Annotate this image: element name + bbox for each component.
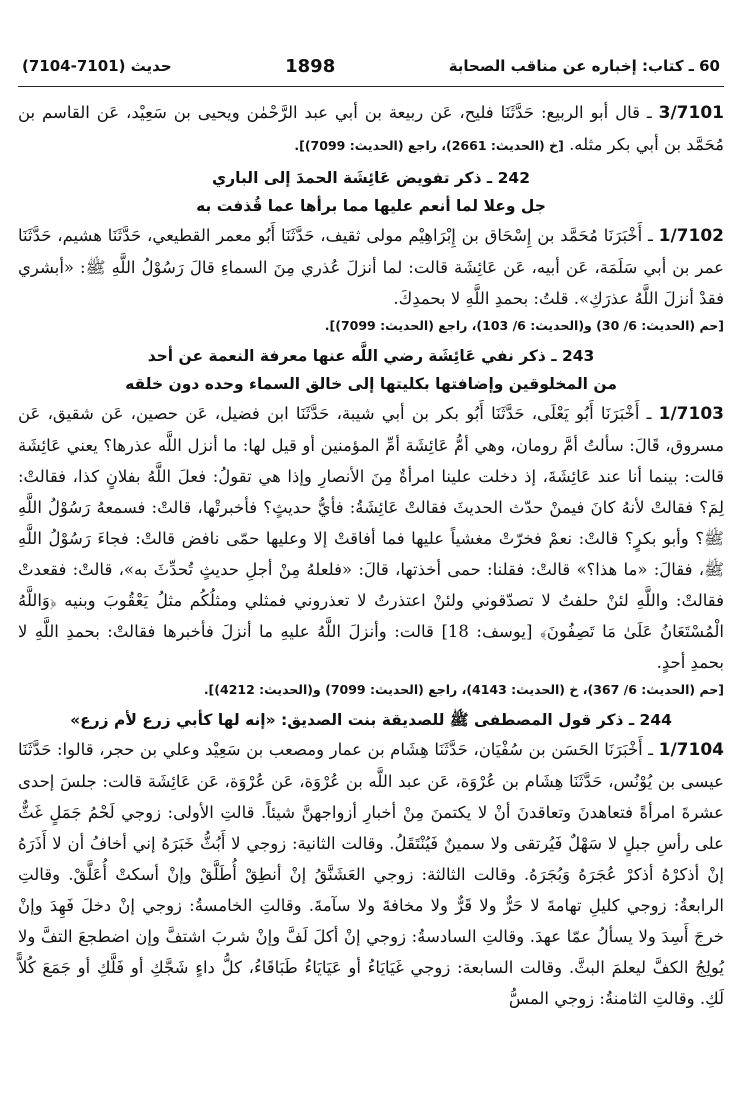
- hadith-reference: [حم (الحديث: 6/ 30) و(الحديث: 6/ 103)، راجع (الحديث: 7099)].: [324, 318, 724, 333]
- hadith-text: ـ أَخْبَرَنَا أَبُو يَعْلَى، حَدَّثَنَا أَبُو بكر بن أبي شيبة، حَدَّثَنَا ابن فضيل، عَن حصين، عَن شقيق، عَن مسروق، قَالَ: سألتُ أمَّ رومان، وهي أمُّ عَائِشَة أمِّ المؤمنين أو قيل لها: ما أنزل اللَّه عذرها؟ يعني عَائِشَة قالت: بينما أنا عند عَائِشَةَ، إذ دخلت علينا امرأةٌ مِنَ الأنصارِ وإذا هي تقولُ: فعلَ اللَّهُ بفلانٍ كذا، فقالتْ: لِمَ؟ فقالتْ لأنهُ كانَ فيمنْ حدّث الحديثَ فقالتْ عَائِشَةُ: فأيُّ حديثٍ؟ فأخبرتْها، قالتْ: فسمعهُ رَسُوْلُ اللَّهِ ﷺ؟ وأبو بكرٍ؟ قالتْ: نعمْ فخرّتْ مغشياً عليها فما أفاقتْ إلا وعليها حمّى نافض قالتْ: فجاءَ رَسُوْلُ اللَّهِ ﷺ، فقالَ: «ما هذا؟» قالتْ: فقلنا: حمى أخذتها، قالَ: «فلعلهُ مِنْ أجلِ حديثٍ تُحدِّثَ به»، قالتْ: فقعدتْ فقالتْ: واللَّهِ لئنْ حلفتُ لا تصدّقوني ولئنْ اعتذرتُ لا تعذروني فمثلي ومثلُكُم مثلُ يَعْقُوبَ وبنيه ﴿وَاللَّهُ الْمُسْتَعَانُ عَلَىٰ مَا تَصِفُونَ﴾ [يوسف: 18] قالت: وأنزلَ اللَّهُ عليهِ ما أنزلَ فأخبرها فقالتْ: بحمدِ اللَّهِ لا بحمدِ أحدٍ.: [18, 404, 724, 672]
- hadith-reference: [خ (الحديث: 2661)، راجع (الحديث: 7099)].: [294, 138, 564, 153]
- page: [18, 46, 724, 1014]
- page-body: [18, 87, 724, 1014]
- chapter-title-line: جل وعلا لما أنعم عليها مما برأها عما قُذفت به: [196, 197, 546, 215]
- hadith-number: 3/7101: [658, 103, 724, 123]
- hadith-text: ـ قال أبو الربيع: حَدَّثَنَا فليح، عَن ربيعة بن أبي عبد الرَّحْمٰن ويحيى بن سَعِيْد، عَن القاسم بن مُحَمَّد بن أبي بكر مثله.: [18, 103, 724, 154]
- hadith-number: 1/7103: [658, 404, 724, 424]
- hadith-7104: [18, 734, 724, 1014]
- chapter-heading-242: [18, 164, 724, 220]
- chapter-title-line: من المخلوقين وإضافتها بكليتها إلى خالق السماء وحده دون خلقه: [125, 375, 617, 393]
- chapter-title-line: 242 ـ ذكر تفويض عَائِشَة الحمدَ إلى الباري: [212, 169, 530, 187]
- chapter-heading-243: [18, 342, 724, 398]
- chapter-title-line: 244 ـ ذكر قول المصطفى ﷺ للصديقة بنت الصديق: «إنه لها كأبي زرع لأم زرع»: [70, 711, 672, 729]
- page-header: [18, 46, 724, 87]
- hadith-7101: [18, 97, 724, 160]
- hadith-reference: [حم (الحديث: 6/ 367)، خ (الحديث: 4143)، راجع (الحديث: 7099) و(الحديث: 4212)].: [203, 682, 724, 697]
- hadith-number: 1/7102: [658, 226, 724, 246]
- hadith-number: 1/7104: [658, 740, 724, 760]
- hadith-7103: [18, 398, 724, 678]
- hadith-7102: [18, 220, 724, 314]
- chapter-heading-244: [18, 706, 724, 734]
- header-hadith-range: حديث (7101-7104): [22, 57, 172, 75]
- header-book-title: 60 ـ كتاب: إخباره عن مناقب الصحابة: [448, 57, 720, 75]
- hadith-text: ـ أَخْبَرَنَا الحَسَن بن سُفْيَان، حَدَّثَنَا هِشَام بن عمار ومصعب بن سَعِيْد وعلي بن حجر، قالوا: حَدَّثَنَا عيسى بن يُوْنُس، حَدَّثَنَا هِشَام بن عُرْوَة، عَن عبد اللَّه بن عُرْوَة، عَن عُرْوَة، عَن عَائِشَة قالت: جلسَ إحدى عشرةَ امرأةً فتعاهدنَ وتعاقدنَ أنْ لا يكتمنَ مِنْ أخبارِ أزواجهنَّ شيئاً. قالتِ الأولى: زوجي لَحْمُ جَمَلٍ غَثٌّ على رأسِ جبلٍ لا سَهْلٌ فَيُرتقى ولا سمينٌ فَيُنْتَقَلُ. وقالت الثانية: زوجي لا أَبُثُّ خَبَرَهُ إني أخافُ أن لا أَذَرَهُ إنْ أذكرْهُ أذكرْ عُجَرَهُ وَبُجَرَهُ. وقالت الثالثة: زوجي العَشَنَّقُ إنْ أنطِقْ أُطَلَّقْ وإنْ أسكتْ أُعَلَّقْ. وقالتِ الرابعةُ: زوجي كليلِ تهامةَ لا حَرٌّ ولا قَرٌّ ولا مخافةَ ولا سآمةَ. وقالتِ الخامسةُ: زوجي إنْ دخلَ فَهِدَ وإنْ خرجَ أَسِدَ ولا يسألُ عمّا عهدَ. وقالتِ السادسةُ: زوجي إنْ أكلَ لَفَّ وإنْ شربَ اشتفَّ وإن اضطجعَ التفَّ ولا يُولِجُ الكفَّ ليعلمَ البثَّ. وقالت السابعة: زوجي غَيَايَاءُ أو عَيَايَاءُ طَبَاقَاءُ، كلُّ داءٍ شَجَّكِ أو فَلَّكِ أو جَمَعَ كُلاًّ لَكِ. وقالتِ الثامنةُ: زوجي المسُّ: [18, 740, 724, 1008]
- page-number: 1898: [285, 55, 336, 77]
- chapter-title-line: 243 ـ ذكر نفي عَائِشَة رضي اللَّه عنها معرفة النعمة عن أحد: [147, 347, 595, 365]
- hadith-text: ـ أَخْبَرَنَا مُحَمَّد بن إِسْحَاق بن إِبْرَاهِيْم مولى ثقيف، حَدَّثَنَا أَبُو معمر القطيعي، حَدَّثَنَا هشيم، حَدَّثَنَا عمر بن أبي سَلَمَة، عَن أبيه، عَن عَائِشَة قالت: لما أنزلَ عُذري مِنَ السماءِ قالَ رَسُوْلُ اللَّهِ ﷺ: «أبشري فقدْ أنزلَ اللَّهُ عذرَكِ». قلتُ: بحمدِ اللَّهِ لا بحمدِكَ.: [18, 226, 724, 308]
